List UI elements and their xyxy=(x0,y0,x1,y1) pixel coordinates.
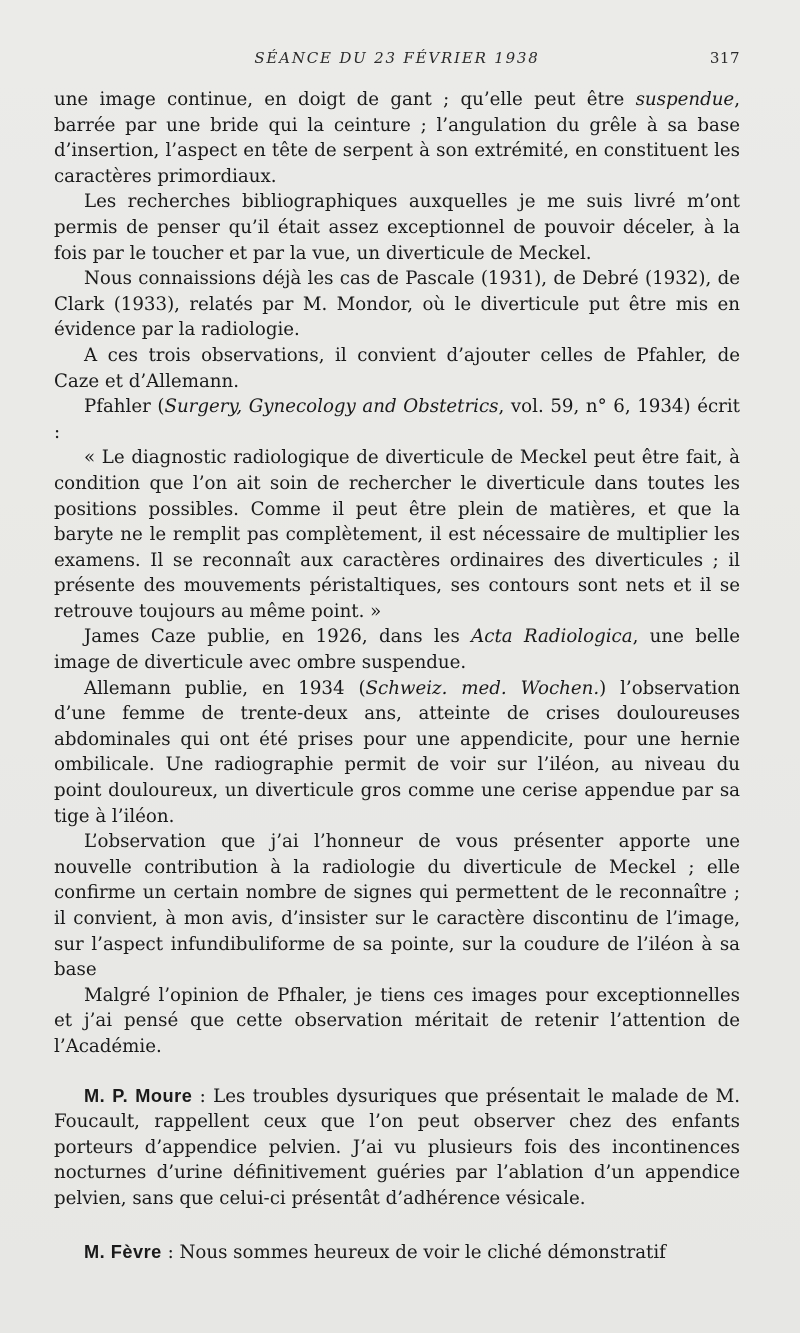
journal-title: Surgery, Gynecology and Obstetrics xyxy=(164,396,499,418)
body-text xyxy=(54,87,740,1265)
paragraph-quotation: « Le diagnostic radiologique de diverticule de Meckel peut être fait, à condition que l’on ait soin de rechercher le diverticule dans toutes les positions possibles. Comme il peut être plein de matières, et que la baryte ne le remplit pas complètement, il est nécessaire de multiplier les examens. Il se reconnaît aux caractères ordinaires des diverticules ; il présente des mouvements péristaltiques, ses contours sont nets et il se retrouve toujours au même point. » xyxy=(54,447,740,622)
paragraph: Nous connaissions déjà les cas de Pascale (1931), de Debré (1932), de Clark (1933), relatés par M. Mondor, où le diverticule put être mis en évidence par la radiologie. xyxy=(54,268,740,341)
intervention-moure: M. P. Moure : Les troubles dysuriques que présentait le malade de M. Foucault, rappellent ceux que l’on peut observer chez des enfants porteurs d’appendice pelvien. J’ai vu plusieurs fois des incontinences nocturnes d’urine définitivement guéries par l’ablation d’un appendice pelvien, sans que celui-ci présentât d’adhérence vésicale. xyxy=(54,1085,740,1209)
journal-title: Acta Radiologica xyxy=(471,626,633,648)
page-number: 317 xyxy=(709,49,740,67)
paragraph-pfahler-citation: Pfahler (Surgery, Gynecology and Obstetrics, vol. 59, n° 6, 1934) écrit : xyxy=(54,396,740,443)
paragraph: Malgré l’opinion de Pfhaler, je tiens ces images pour exceptionnelles et j’ai pensé que cette observation méritait de retenir l’attention de l’Académie. xyxy=(54,984,740,1057)
intervention-fevre: M. Fèvre : Nous sommes heureux de voir le cliché démonstratif xyxy=(84,1241,666,1263)
speaker-name: M. Fèvre xyxy=(84,1241,162,1262)
paragraph-continuation: une image continue, en doigt de gant ; qu’elle peut être suspendue, barrée par une bride qui la ceinture ; l’angulation du grêle à sa base d’insertion, l’aspect en tête de serpent à son extrémité, en constituent les caractères primordiaux. xyxy=(54,89,740,187)
speaker-name: M. P. Moure xyxy=(84,1085,193,1106)
paragraph: A ces trois observations, il convient d’ajouter celles de Pfahler, de Caze et d’Allemann. xyxy=(54,344,740,392)
paragraph: Allemann publie, en 1934 (Schweiz. med. Wochen.) l’observation d’une femme de trente-deux ans, atteinte de crises douloureuses abdominales qui ont été prises pour une appendicite, pour une hernie ombilicale. Une radiographie permit de voir sur l’iléon, au niveau du point douloureux, un diverticule gros comme une cerise appendue par sa tige à l’iléon. xyxy=(54,677,741,827)
running-header xyxy=(54,49,740,71)
journal-title: Schweiz. med. Wochen. xyxy=(365,677,600,699)
paragraph: James Caze publie, en 1926, dans les Acta Radiologica, une belle image de diverticule avec ombre suspendue. xyxy=(54,626,741,674)
emphasis-suspendue: suspendue xyxy=(635,89,735,110)
paragraph: Les recherches bibliographiques auxquelles je me suis livré m’ont permis de penser qu’il était assez exceptionnel de pouvoir déceler, à la fois par le toucher et par la vue, un diverticule de Meckel. xyxy=(54,191,740,264)
paragraph: L’observation que j’ai l’honneur de vous présenter apporte une nouvelle contribution à la radiologie du diverticule de Meckel ; elle confirme un certain nombre de signes qui permettent de le reconnaître ; il convient, à mon avis, d’insister sur le caractère discontinu de l’image, sur l’aspect infundibuliforme de sa pointe, sur la coudure de l’iléon à sa base xyxy=(54,831,740,981)
running-title: SÉANCE DU 23 FÉVRIER 1938 xyxy=(254,49,540,67)
